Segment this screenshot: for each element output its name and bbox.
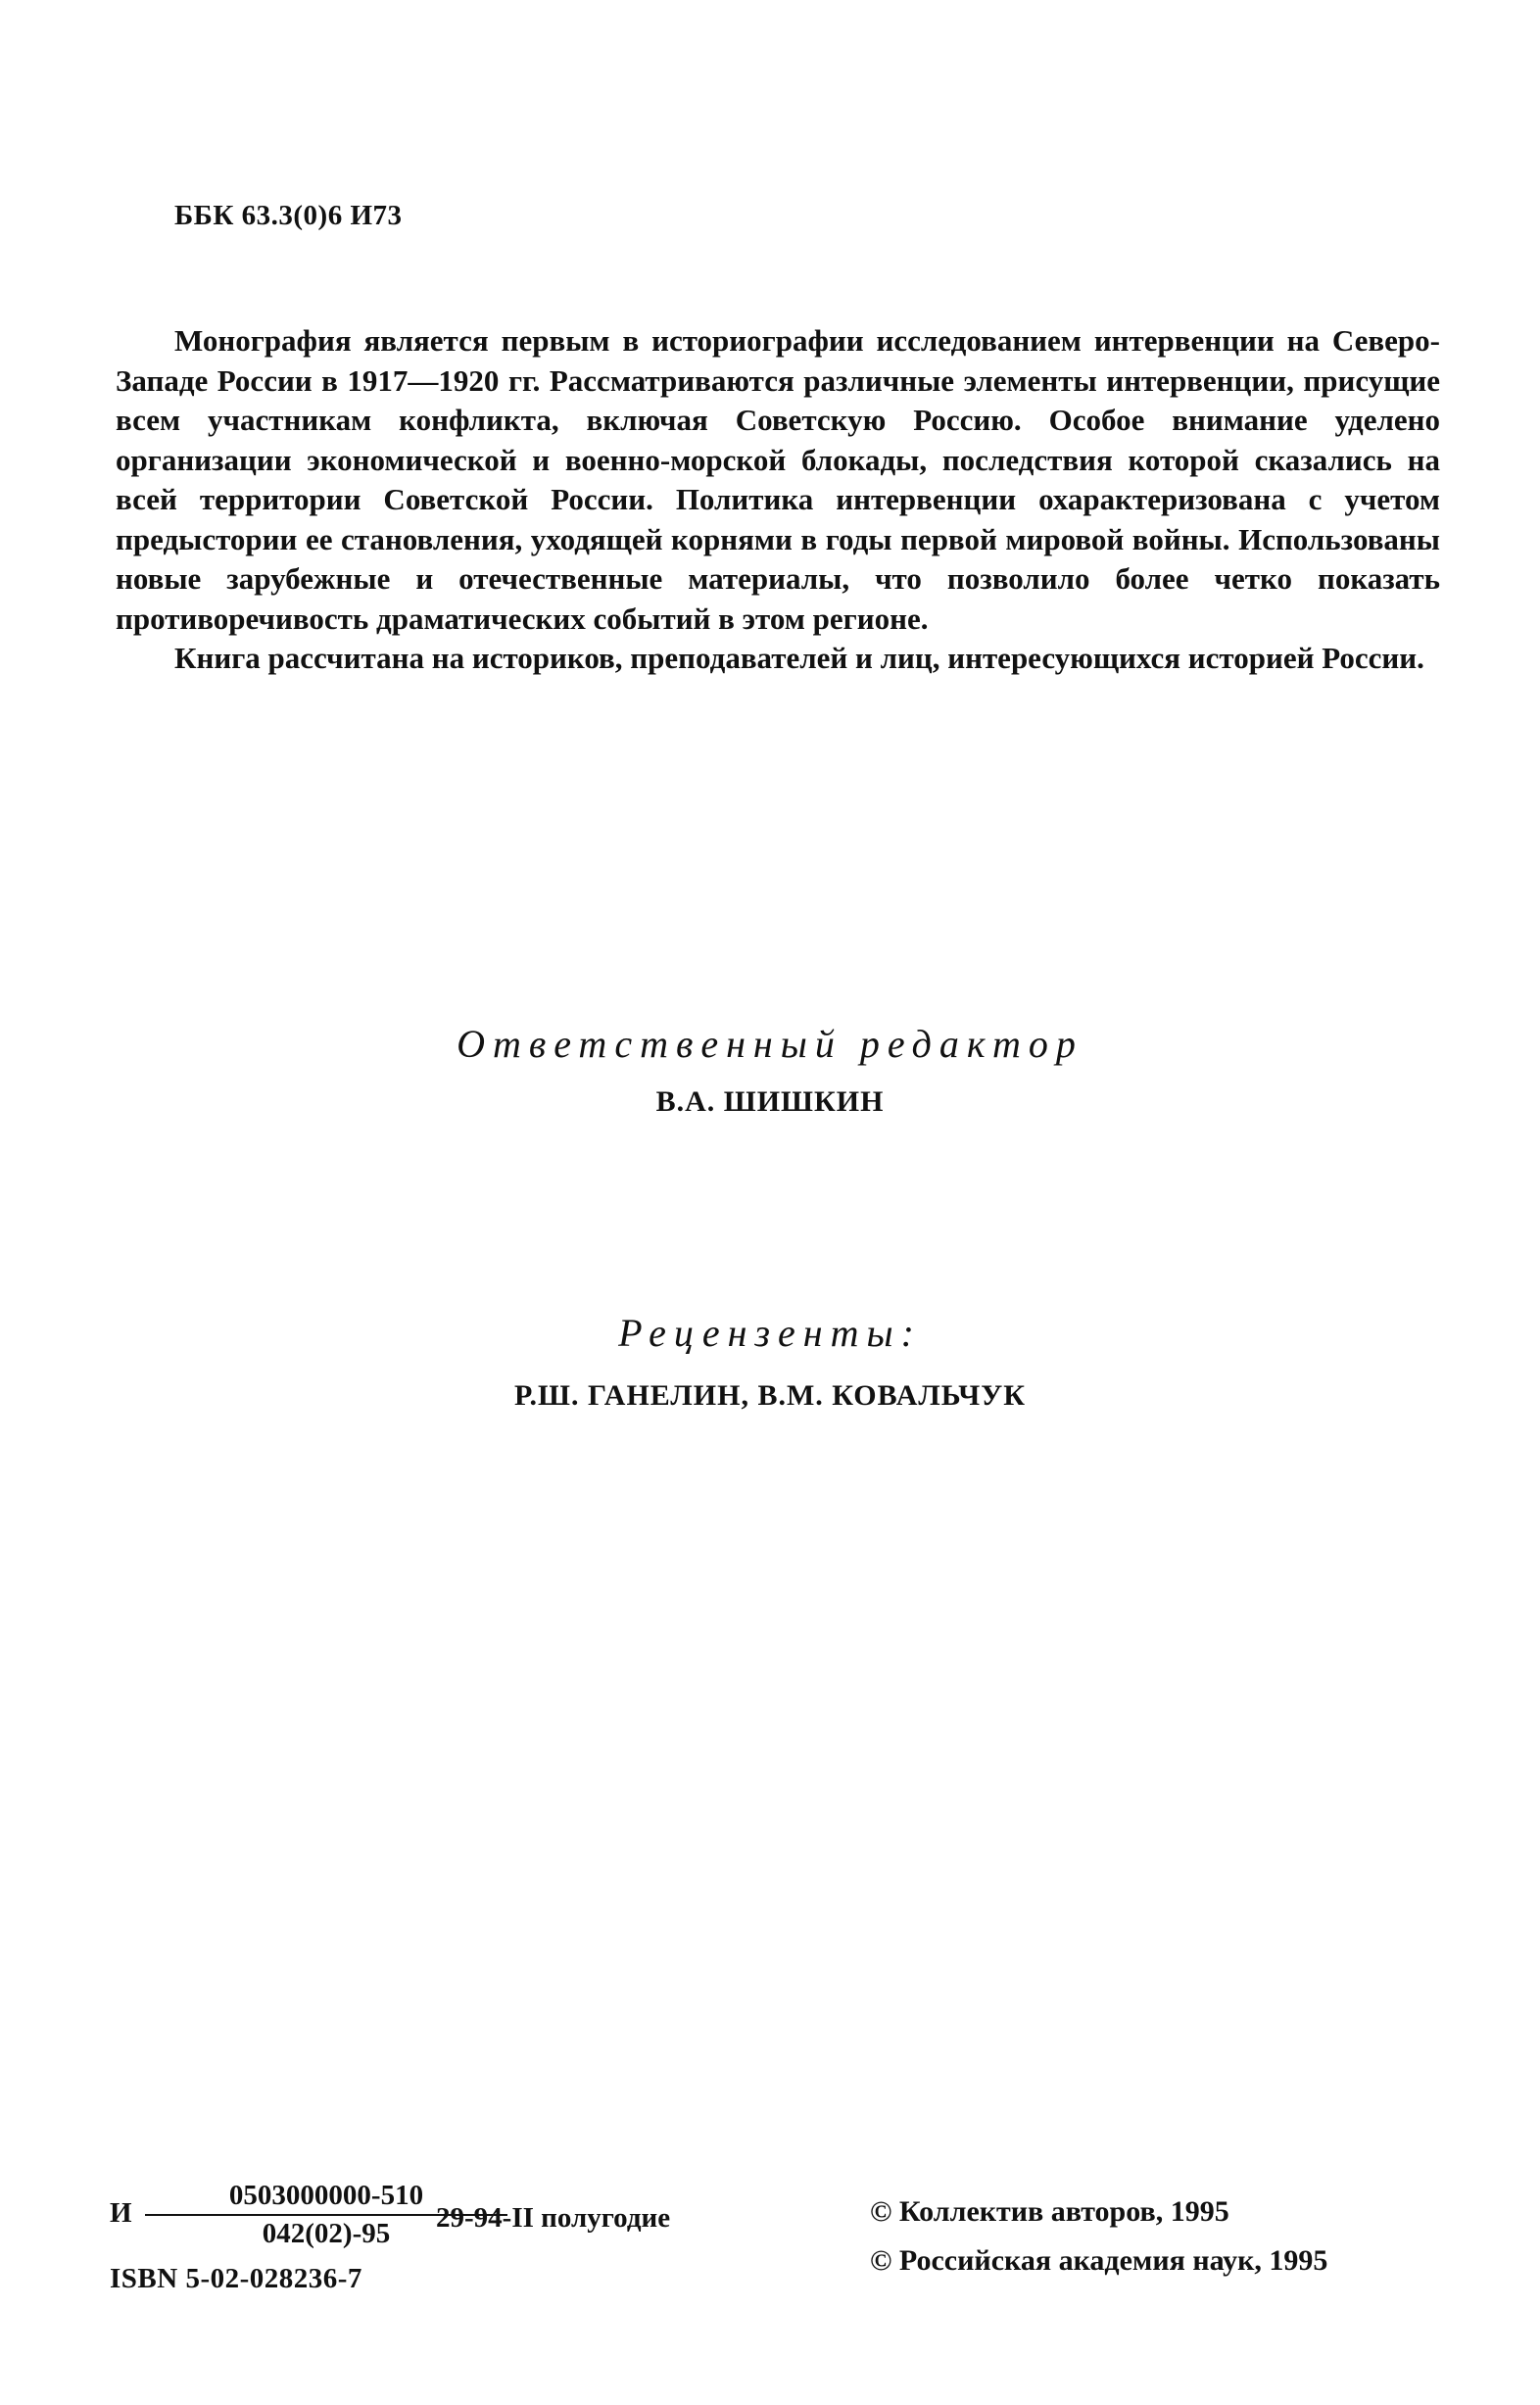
copyright-line: © Российская академия наук, 1995 — [870, 2244, 1328, 2277]
reviewers-names: Р.Ш. ГАНЕЛИН, В.М. КОВАЛЬЧУК — [513, 1379, 1027, 1412]
editor-name: В.А. ШИШКИН — [655, 1085, 885, 1118]
reviewers-heading: Рецензенты: — [618, 1311, 922, 1355]
copyright-block — [870, 2188, 1327, 2285]
annotation — [116, 321, 1440, 679]
copyright-line: © Коллектив авторов, 1995 — [870, 2195, 1229, 2228]
index-denominator: 042(02)-95 — [262, 2218, 391, 2249]
index-prefix: И — [110, 2197, 132, 2229]
isbn: ISBN 5-02-028236-7 — [110, 2263, 362, 2294]
bbk-code: ББК 63.3(0)6 И73 — [174, 200, 403, 231]
annotation-paragraph: Монография является первым в историографии исследованием интервенции на Северо-Западе России в 1917—1920 гг. Рассматриваются различные элементы интервенции, присущие всем участникам конфликта, включая Советскую Россию. Особое внимание уделено организации экономической и военно-морской блокады, последствия которой сказались на всей территории Советской России. Политика интервенции охарактеризована с учетом предыстории ее становления, уходящей корнями в годы первой мировой войны. Использованы новые зарубежные и отечественные материалы, что позволило более четко показать противоречивость драматических событий в этом регионе. — [116, 323, 1440, 636]
publication-period: 29-94-II полугодие — [436, 2202, 671, 2234]
index-numerator: 0503000000-510 — [145, 2180, 507, 2216]
annotation-paragraph: Книга рассчитана на историков, преподавателей и лиц, интересующихся историей России. — [174, 641, 1424, 675]
editor-heading: Ответственный редактор — [457, 1022, 1083, 1066]
